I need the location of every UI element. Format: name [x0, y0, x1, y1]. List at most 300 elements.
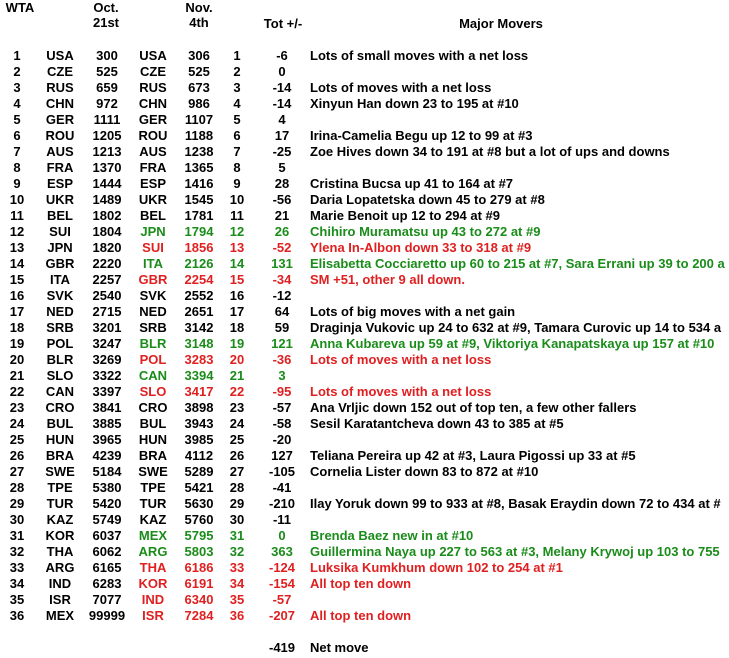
- cell-rank-nov: 22: [229, 384, 245, 399]
- cell-points-oct: 5420: [92, 496, 122, 511]
- cell-country-oct: CZE: [47, 64, 73, 79]
- table-row: [0, 128, 729, 144]
- cell-rank-nov: 26: [229, 448, 245, 463]
- cell-points-oct: 1213: [92, 144, 122, 159]
- cell-rank-nov: 9: [233, 176, 241, 191]
- header-oct: [85, 0, 127, 34]
- header-movers-label: Major Movers: [459, 16, 543, 31]
- table-row: [0, 592, 729, 608]
- cell-tot: -34: [272, 272, 292, 287]
- cell-points-oct: 3247: [92, 336, 122, 351]
- cell-tot: 0: [278, 64, 286, 79]
- cell-country-oct: JPN: [47, 240, 73, 255]
- cell-country-nov: ROU: [138, 128, 168, 143]
- table-row: [0, 352, 729, 368]
- header-wta-label: WTA: [5, 0, 35, 15]
- table-row: [0, 224, 729, 240]
- table-row: [0, 576, 729, 592]
- cell-points-oct: 525: [96, 64, 118, 79]
- cell-tot: 21: [274, 208, 290, 223]
- cell-country-oct: BRA: [45, 448, 75, 463]
- cell-country-nov: USA: [139, 48, 167, 63]
- cell-wta: 1: [13, 48, 21, 63]
- cell-country-nov: AUS: [139, 144, 167, 159]
- cell-wta: 13: [9, 240, 25, 255]
- cell-country-nov: JPN: [140, 224, 166, 239]
- cell-country-oct: CHN: [45, 96, 75, 111]
- cell-country-nov: CRO: [138, 400, 168, 415]
- cell-note: Guillermina Naya up 227 to 563 at #3, Melany Krywoj up 103 to 755: [310, 544, 720, 559]
- cell-country-oct: SWE: [45, 464, 75, 479]
- cell-note: SM +51, other 9 all down.: [310, 272, 465, 287]
- table-row: [0, 96, 729, 112]
- cell-country-nov: RUS: [139, 80, 167, 95]
- cell-wta: 24: [9, 416, 25, 431]
- header-nov: [178, 0, 220, 34]
- header-oct-line1: Oct.: [93, 0, 119, 15]
- cell-points-oct: 1802: [92, 208, 122, 223]
- cell-wta: 2: [13, 64, 21, 79]
- cell-tot: -41: [272, 480, 292, 495]
- cell-country-nov: ARG: [138, 544, 168, 559]
- cell-points-nov: 2126: [184, 256, 214, 271]
- cell-country-oct: TPE: [47, 480, 73, 495]
- cell-country-nov: BEL: [140, 208, 166, 223]
- cell-note: Ana Vrljic down 152 out of top ten, a few other fallers: [310, 400, 637, 415]
- cell-note: Luksika Kumkhum down 102 to 254 at #1: [310, 560, 563, 575]
- cell-points-nov: 525: [188, 64, 210, 79]
- cell-points-oct: 3885: [92, 416, 122, 431]
- cell-points-nov: 5630: [184, 496, 214, 511]
- cell-points-oct: 2715: [92, 304, 122, 319]
- cell-tot: 64: [274, 304, 290, 319]
- cell-points-nov: 3148: [184, 336, 214, 351]
- cell-points-oct: 5749: [92, 512, 122, 527]
- cell-country-nov: GBR: [138, 272, 168, 287]
- cell-rank-nov: 35: [229, 592, 245, 607]
- footer-note: Net move: [310, 640, 369, 655]
- cell-tot: 5: [278, 160, 286, 175]
- cell-country-oct: KAZ: [46, 512, 74, 527]
- cell-points-nov: 3417: [184, 384, 214, 399]
- cell-points-nov: 5803: [184, 544, 214, 559]
- cell-country-nov: TPE: [140, 480, 166, 495]
- cell-points-oct: 6165: [92, 560, 122, 575]
- cell-country-oct: THA: [46, 544, 74, 559]
- cell-points-oct: 659: [96, 80, 118, 95]
- cell-tot: 363: [271, 544, 293, 559]
- cell-tot: -11: [272, 512, 292, 527]
- table-row: [0, 288, 729, 304]
- table-row: [0, 416, 729, 432]
- cell-rank-nov: 8: [233, 160, 241, 175]
- cell-country-oct: SRB: [46, 320, 74, 335]
- cell-rank-nov: 3: [233, 80, 241, 95]
- cell-points-oct: 2257: [92, 272, 122, 287]
- cell-tot: 59: [274, 320, 290, 335]
- cell-note: Draginja Vukovic up 24 to 632 at #9, Tamara Curovic up 14 to 534 a: [310, 320, 722, 335]
- cell-country-oct: ITA: [50, 272, 70, 287]
- cell-points-nov: 6186: [184, 560, 214, 575]
- cell-country-oct: AUS: [46, 144, 74, 159]
- table-row: [0, 512, 729, 528]
- cell-points-oct: 1444: [92, 176, 122, 191]
- cell-tot: -154: [268, 576, 296, 591]
- cell-note: All top ten down: [310, 576, 412, 591]
- cell-points-oct: 4239: [92, 448, 122, 463]
- cell-country-oct: RUS: [46, 80, 74, 95]
- cell-points-oct: 3201: [92, 320, 122, 335]
- cell-tot: -207: [268, 608, 296, 623]
- table-row: [0, 80, 729, 96]
- footer-tot: -419: [268, 640, 296, 655]
- table-row: [0, 272, 729, 288]
- cell-country-nov: HUN: [138, 432, 168, 447]
- cell-country-oct: IND: [48, 576, 72, 591]
- cell-rank-nov: 14: [229, 256, 245, 271]
- cell-points-nov: 3985: [184, 432, 214, 447]
- cell-note: Xinyun Han down 23 to 195 at #10: [310, 96, 519, 111]
- table-row: [0, 368, 729, 384]
- cell-country-nov: ISR: [142, 608, 164, 623]
- cell-rank-nov: 11: [230, 208, 244, 223]
- table-row: [0, 496, 729, 512]
- cell-points-oct: 1804: [92, 224, 122, 239]
- cell-tot: -52: [272, 240, 292, 255]
- table-row: [0, 64, 729, 80]
- cell-rank-nov: 15: [229, 272, 245, 287]
- cell-points-nov: 1856: [184, 240, 214, 255]
- cell-rank-nov: 32: [229, 544, 245, 559]
- cell-country-nov: THA: [139, 560, 167, 575]
- cell-note: Lots of moves with a net loss: [310, 80, 492, 95]
- cell-country-nov: KOR: [138, 576, 168, 591]
- cell-country-nov: BUL: [139, 416, 167, 431]
- table-row: [0, 544, 729, 560]
- table-row: [0, 528, 729, 544]
- cell-country-oct: SLO: [46, 368, 74, 383]
- cell-wta: 29: [9, 496, 25, 511]
- cell-country-oct: CRO: [45, 400, 75, 415]
- cell-points-nov: 3898: [184, 400, 214, 415]
- cell-points-nov: 7284: [184, 608, 214, 623]
- cell-points-nov: 2254: [184, 272, 214, 287]
- cell-wta: 3: [13, 80, 21, 95]
- cell-country-nov: SUI: [142, 240, 164, 255]
- cell-rank-nov: 30: [229, 512, 245, 527]
- cell-note: Elisabetta Cocciaretto up 60 to 215 at #7, Sara Errani up 39 to 200 a: [310, 256, 725, 271]
- cell-points-nov: 5289: [184, 464, 214, 479]
- cell-points-nov: 3142: [184, 320, 214, 335]
- cell-rank-nov: 27: [229, 464, 245, 479]
- cell-country-nov: POL: [139, 352, 167, 367]
- cell-points-oct: 7077: [92, 592, 122, 607]
- cell-points-oct: 3269: [92, 352, 122, 367]
- cell-wta: 28: [9, 480, 25, 495]
- cell-points-nov: 1781: [184, 208, 214, 223]
- header-tot-label: Tot +/-: [263, 16, 303, 31]
- cell-rank-nov: 20: [229, 352, 245, 367]
- cell-rank-nov: 17: [229, 304, 245, 319]
- cell-points-oct: 1370: [92, 160, 122, 175]
- cell-points-oct: 6037: [92, 528, 122, 543]
- cell-tot: -25: [272, 144, 292, 159]
- cell-tot: -124: [268, 560, 296, 575]
- cell-wta: 15: [9, 272, 25, 287]
- cell-tot: -14: [272, 96, 292, 111]
- cell-country-oct: SUI: [49, 224, 71, 239]
- cell-points-oct: 1111: [93, 112, 121, 127]
- cell-note: Zoe Hives down 34 to 191 at #8 but a lot of ups and downs: [310, 144, 670, 159]
- cell-rank-nov: 33: [229, 560, 245, 575]
- cell-rank-nov: 34: [229, 576, 245, 591]
- table-row: [0, 112, 729, 128]
- cell-tot: -210: [268, 496, 296, 511]
- cell-country-oct: ISR: [49, 592, 71, 607]
- cell-note: Ylena In-Albon down 33 to 318 at #9: [310, 240, 532, 255]
- cell-tot: 28: [274, 176, 290, 191]
- cell-country-oct: USA: [46, 48, 74, 63]
- table-row: [0, 176, 729, 192]
- cell-tot: -36: [272, 352, 292, 367]
- cell-wta: 21: [9, 368, 25, 383]
- table-row: [0, 48, 729, 64]
- cell-country-oct: TUR: [46, 496, 74, 511]
- cell-tot: 4: [278, 112, 286, 127]
- cell-tot: 26: [274, 224, 290, 239]
- cell-wta: 4: [13, 96, 21, 111]
- cell-points-nov: 1188: [184, 128, 214, 143]
- cell-country-oct: ESP: [46, 176, 73, 191]
- table-row: [0, 240, 729, 256]
- cell-wta: 8: [13, 160, 21, 175]
- cell-points-oct: 300: [96, 48, 118, 63]
- cell-rank-nov: 36: [229, 608, 245, 623]
- table-row: [0, 480, 729, 496]
- cell-rank-nov: 16: [229, 288, 245, 303]
- cell-wta: 16: [9, 288, 25, 303]
- cell-country-oct: CAN: [45, 384, 75, 399]
- cell-note: Lots of moves with a net loss: [310, 384, 492, 399]
- cell-wta: 34: [9, 576, 25, 591]
- cell-tot: 131: [271, 256, 293, 271]
- cell-wta: 5: [13, 112, 21, 127]
- cell-country-nov: FRA: [139, 160, 167, 175]
- cell-wta: 19: [9, 336, 25, 351]
- cell-wta: 7: [13, 144, 21, 159]
- cell-note: Sesil Karatantcheva down 43 to 385 at #5: [310, 416, 564, 431]
- cell-points-nov: 673: [188, 80, 210, 95]
- cell-note: Lots of moves with a net loss: [310, 352, 492, 367]
- cell-wta: 35: [9, 592, 25, 607]
- cell-country-oct: MEX: [45, 608, 75, 623]
- cell-points-nov: 5795: [184, 528, 214, 543]
- cell-tot: -20: [272, 432, 292, 447]
- cell-wta: 22: [9, 384, 25, 399]
- cell-points-nov: 2552: [184, 288, 214, 303]
- cell-points-nov: 2651: [184, 304, 214, 319]
- cell-points-nov: 1794: [184, 224, 214, 239]
- cell-rank-nov: 23: [229, 400, 245, 415]
- cell-points-oct: 6062: [92, 544, 122, 559]
- cell-tot: 3: [278, 368, 286, 383]
- cell-wta: 32: [9, 544, 25, 559]
- cell-tot: -12: [272, 288, 292, 303]
- cell-rank-nov: 19: [229, 336, 245, 351]
- table-row: [0, 336, 729, 352]
- cell-points-nov: 1365: [184, 160, 214, 175]
- cell-country-nov: UKR: [138, 192, 168, 207]
- cell-wta: 23: [9, 400, 25, 415]
- cell-points-nov: 3943: [184, 416, 214, 431]
- cell-note: Irina-Camelia Begu up 12 to 99 at #3: [310, 128, 533, 143]
- table-row: [0, 560, 729, 576]
- cell-wta: 33: [9, 560, 25, 575]
- table-row: [0, 320, 729, 336]
- cell-country-nov: GER: [138, 112, 168, 127]
- cell-country-nov: BRA: [138, 448, 168, 463]
- cell-note: Cornelia Lister down 83 to 872 at #10: [310, 464, 539, 479]
- cell-tot: 17: [274, 128, 290, 143]
- cell-rank-nov: 4: [233, 96, 241, 111]
- table-row: [0, 448, 729, 464]
- cell-wta: 11: [10, 208, 24, 223]
- cell-points-oct: 2540: [92, 288, 122, 303]
- cell-country-nov: NED: [139, 304, 167, 319]
- cell-points-nov: 3394: [184, 368, 214, 383]
- cell-country-nov: CHN: [138, 96, 168, 111]
- cell-wta: 6: [13, 128, 21, 143]
- header-tot: [255, 16, 311, 50]
- cell-wta: 36: [9, 608, 25, 623]
- cell-country-oct: GBR: [45, 256, 75, 271]
- cell-country-oct: BEL: [47, 208, 73, 223]
- cell-wta: 10: [9, 192, 25, 207]
- cell-points-nov: 6191: [184, 576, 214, 591]
- cell-wta: 18: [9, 320, 25, 335]
- cell-note: Anna Kubareva up 59 at #9, Viktoriya Kanapatskaya up 157 at #10: [310, 336, 715, 351]
- cell-tot: -58: [272, 416, 292, 431]
- cell-note: Ilay Yoruk down 99 to 933 at #8, Basak Eraydin down 72 to 434 at #: [310, 496, 721, 511]
- table-row: [0, 464, 729, 480]
- cell-country-oct: UKR: [45, 192, 75, 207]
- cell-wta: 12: [9, 224, 25, 239]
- cell-tot: -57: [272, 400, 292, 415]
- cell-rank-nov: 29: [229, 496, 245, 511]
- cell-tot: 121: [271, 336, 293, 351]
- cell-country-nov: CZE: [140, 64, 166, 79]
- cell-wta: 25: [9, 432, 25, 447]
- cell-country-nov: CAN: [138, 368, 168, 383]
- cell-tot: -6: [276, 48, 288, 63]
- cell-country-nov: SWE: [138, 464, 168, 479]
- cell-points-nov: 5760: [184, 512, 214, 527]
- cell-country-oct: FRA: [46, 160, 74, 175]
- table-row: [0, 256, 729, 272]
- table-row: [0, 384, 729, 400]
- cell-points-oct: 3841: [92, 400, 122, 415]
- cell-wta: 17: [9, 304, 25, 319]
- cell-wta: 9: [13, 176, 21, 191]
- cell-points-nov: 306: [188, 48, 210, 63]
- cell-country-nov: ITA: [143, 256, 163, 271]
- cell-tot: -57: [272, 592, 292, 607]
- cell-country-nov: SLO: [139, 384, 167, 399]
- cell-rank-nov: 31: [229, 528, 245, 543]
- cell-wta: 31: [9, 528, 25, 543]
- cell-tot: -14: [272, 80, 292, 95]
- cell-country-oct: HUN: [45, 432, 75, 447]
- cell-points-oct: 99999: [88, 608, 126, 623]
- table-row: [0, 192, 729, 208]
- cell-country-nov: SVK: [139, 288, 167, 303]
- header-nov-line1: Nov.: [185, 0, 213, 15]
- table-row: [0, 144, 729, 160]
- cell-tot: -56: [272, 192, 292, 207]
- cell-note: Chihiro Muramatsu up 43 to 272 at #9: [310, 224, 541, 239]
- cell-rank-nov: 6: [233, 128, 241, 143]
- cell-wta: 30: [9, 512, 25, 527]
- cell-country-oct: NED: [46, 304, 74, 319]
- cell-country-oct: ROU: [45, 128, 75, 143]
- cell-points-nov: 1107: [184, 112, 214, 127]
- cell-wta: 27: [9, 464, 25, 479]
- cell-rank-nov: 13: [229, 240, 245, 255]
- cell-rank-nov: 21: [229, 368, 245, 383]
- cell-tot: 127: [271, 448, 293, 463]
- cell-points-nov: 1238: [184, 144, 214, 159]
- cell-points-oct: 6283: [92, 576, 122, 591]
- cell-note: Marie Benoit up 12 to 294 at #9: [310, 208, 501, 223]
- header-oct-line2: 21st: [92, 15, 120, 30]
- cell-note: Daria Lopatetska down 45 to 279 at #8: [310, 192, 545, 207]
- table-row: [0, 208, 729, 224]
- cell-note: Teliana Pereira up 42 at #3, Laura Pigossi up 33 at #5: [310, 448, 636, 463]
- cell-note: Cristina Bucsa up 41 to 164 at #7: [310, 176, 514, 191]
- cell-country-oct: ARG: [45, 560, 75, 575]
- cell-points-oct: 1205: [92, 128, 122, 143]
- cell-points-oct: 1489: [92, 192, 122, 207]
- table-row: [0, 304, 729, 320]
- cell-wta: 14: [9, 256, 25, 271]
- table-row: [0, 160, 729, 176]
- cell-wta: 26: [9, 448, 25, 463]
- table-row: [0, 400, 729, 416]
- cell-points-oct: 5380: [92, 480, 122, 495]
- cell-tot: -95: [272, 384, 292, 399]
- cell-rank-nov: 24: [229, 416, 245, 431]
- table-row: [0, 432, 729, 448]
- cell-rank-nov: 18: [229, 320, 245, 335]
- cell-rank-nov: 28: [229, 480, 245, 495]
- cell-points-nov: 1416: [184, 176, 214, 191]
- cell-points-nov: 5421: [184, 480, 214, 495]
- cell-points-oct: 2220: [92, 256, 122, 271]
- footer-row: [0, 640, 729, 656]
- cell-country-nov: ESP: [139, 176, 166, 191]
- cell-country-nov: SRB: [139, 320, 167, 335]
- cell-points-nov: 4112: [184, 448, 214, 463]
- cell-note: Lots of small moves with a net loss: [310, 48, 529, 63]
- cell-wta: 20: [9, 352, 25, 367]
- cell-country-oct: BLR: [46, 352, 74, 367]
- cell-rank-nov: 1: [233, 48, 241, 63]
- cell-rank-nov: 25: [229, 432, 245, 447]
- cell-points-nov: 986: [188, 96, 210, 111]
- cell-country-nov: BLR: [139, 336, 167, 351]
- cell-points-nov: 6340: [184, 592, 214, 607]
- cell-country-nov: KAZ: [139, 512, 167, 527]
